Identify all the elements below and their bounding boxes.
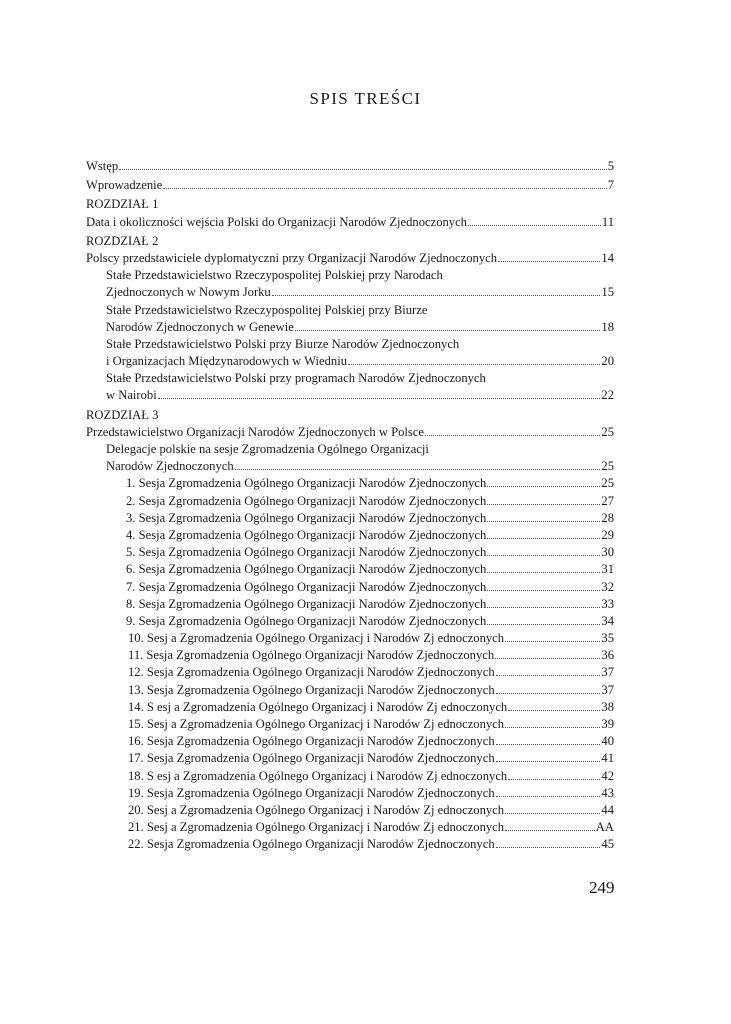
toc-page-number: 31 <box>601 562 614 577</box>
toc-page-number: 41 <box>601 751 614 766</box>
toc-entry-label: 10. Sesj a Zgromadzenia Ogólnego Organizacj i Narodów Zj ednoczonych <box>128 631 505 646</box>
session-entry <box>86 475 614 492</box>
toc-entry-label: 6. Sesja Zgromadzenia Ogólnego Organizacji Narodów Zjednoczonych <box>126 562 487 577</box>
toc-entry-label: 16. Sesja Zgromadzenia Ogólnego Organizacji Narodów Zjednoczonych <box>128 734 495 749</box>
dot-leader <box>487 538 600 539</box>
toc-entry-label: Narodów Zjednoczonych <box>106 459 234 474</box>
session-entry <box>86 596 614 613</box>
toc-subentry-line: Stałe Przedstawicielstwo Rzeczypospolitej Polskiej przy Biurze <box>106 302 428 317</box>
dot-leader <box>487 572 600 573</box>
dot-leader <box>163 188 606 189</box>
toc-entry-label: Wprowadzenie <box>86 178 163 193</box>
dot-leader <box>487 555 600 556</box>
session-entry <box>86 544 614 561</box>
dot-leader <box>235 469 601 470</box>
dot-leader <box>498 261 600 262</box>
toc-page-number: 14 <box>601 250 614 265</box>
page-title: SPIS TREŚCI <box>309 89 422 108</box>
dot-leader <box>508 710 600 711</box>
toc-page-number: 43 <box>601 785 614 800</box>
toc-entry-label: i Organizacjach Międzynarodowych w Wiedniu <box>106 354 348 369</box>
toc-entry-label: 2. Sesja Zgromadzenia Ogólnego Organizacji Narodów Zjednoczonych <box>126 493 487 508</box>
toc-page-number: 45 <box>601 837 614 852</box>
dot-leader <box>295 330 601 331</box>
toc-entry-label: 7. Sesja Zgromadzenia Ogólnego Organizacji Narodów Zjednoczonych <box>126 579 487 594</box>
session-entry <box>86 768 614 785</box>
toc-entry-label: 12. Sesja Zgromadzenia Ogólnego Organizacji Narodów Zjednoczonych <box>128 665 495 680</box>
toc-subentry-line: Stałe Przedstawicielstwo Rzeczypospolitej Polskiej przy Narodach <box>106 268 443 283</box>
dot-leader <box>505 830 595 831</box>
toc-entry-chapter-2 <box>86 250 614 267</box>
toc-page-number: 33 <box>601 596 614 611</box>
toc-entry-label: 22. Sesja Zgromadzenia Ogólnego Organizacji Narodów Zjednoczonych <box>128 837 495 852</box>
dot-leader <box>487 521 600 522</box>
toc-page-number: 30 <box>601 545 614 560</box>
dot-leader <box>487 504 600 505</box>
toc-entry-label: Przedstawicielstwo Organizacji Narodów Zjednoczonych w Polsce <box>86 424 424 439</box>
toc-entry-wprowadzenie <box>86 177 614 194</box>
toc-entry-label: 14. S esj a Zgromadzenia Ogólnego Organizacj i Narodów Zj ednoczonych <box>128 699 508 714</box>
session-entry <box>86 630 614 647</box>
toc-page-number: 39 <box>601 717 614 731</box>
toc-entry-label: Data i okoliczności wejścia Polski do Organizacji Narodów Zjednoczonych <box>86 214 467 229</box>
toc-page-number: 25 <box>601 459 614 474</box>
session-entry <box>86 682 614 699</box>
page-number: 249 <box>589 878 615 897</box>
toc-entry-label: 19. Sesja Zgromadzenia Ogólnego Organizacji Narodów Zjednoczonych <box>128 785 495 800</box>
dot-leader <box>487 486 600 487</box>
toc-page-number: 35 <box>601 631 614 646</box>
toc-entry-wstep <box>86 158 614 175</box>
session-entry <box>86 647 614 664</box>
toc-entry-label: Zjednoczonych w Nowym Jorku <box>106 285 271 300</box>
dot-leader <box>495 658 600 659</box>
dot-leader <box>496 761 601 762</box>
dot-leader <box>505 813 600 814</box>
toc-page-number: 37 <box>601 665 614 680</box>
session-entry <box>86 750 614 767</box>
toc-page-number: 40 <box>601 734 614 749</box>
toc-entry-label: 15. Sesj a Zgromadzenia Ogólnego Organizacj i Narodów Zj ednoczonych <box>128 717 505 731</box>
dot-leader <box>119 169 607 170</box>
session-entry <box>86 493 614 510</box>
toc-subentry <box>86 319 614 336</box>
dot-leader <box>496 675 601 676</box>
toc-page-number: AA <box>595 820 614 835</box>
session-entry <box>86 819 614 836</box>
toc-subentry-line: Stałe Przedstawicielstwo Polski przy Biurze Narodów Zjednoczonych <box>106 336 460 351</box>
toc-page-number: 29 <box>601 527 614 542</box>
dot-leader <box>508 779 600 780</box>
dot-leader <box>425 435 600 436</box>
dot-leader <box>496 744 601 745</box>
session-entry <box>86 664 614 681</box>
session-list <box>86 475 614 853</box>
session-entry <box>86 561 614 578</box>
toc-page-number: 42 <box>601 768 614 783</box>
toc-page-number: 44 <box>601 802 614 817</box>
toc-entry-chapter-1 <box>86 214 614 231</box>
toc-entry-label: 13. Sesja Zgromadzenia Ogólnego Organizacji Narodów Zjednoczonych <box>128 682 495 697</box>
toc-page-number: 28 <box>601 510 614 525</box>
toc-page-number: 20 <box>601 354 614 369</box>
dot-leader <box>505 641 600 642</box>
toc-page-number: 27 <box>601 493 614 508</box>
session-entry <box>86 613 614 630</box>
toc-entry-label: 3. Sesja Zgromadzenia Ogólnego Organizacji Narodów Zjednoczonych <box>126 510 487 525</box>
toc-page-number: 32 <box>601 579 614 594</box>
session-entry <box>86 716 614 733</box>
toc-entry-label: Narodów Zjednoczonych w Genewie <box>106 319 294 334</box>
toc-entry-label: Wstęp <box>86 159 119 173</box>
toc-page-number: 25 <box>601 476 614 491</box>
toc-subentry-line: Delegacje polskie na sesje Zgromadzenia Ogólnego Organizacji <box>106 442 429 456</box>
chapter-2-subsections <box>86 267 614 405</box>
toc-subentry <box>86 458 614 475</box>
dot-leader <box>468 225 601 226</box>
toc-entry-label: 9. Sesja Zgromadzenia Ogólnego Organizacji Narodów Zjednoczonych <box>126 613 487 628</box>
toc-page-number: 7 <box>607 178 614 193</box>
toc-page-number: 11 <box>601 214 614 229</box>
toc-entry-label: 21. Sesj a Zgromadzenia Ogólnego Organizacj i Narodów Zj ednoczonych <box>128 820 505 835</box>
dot-leader <box>487 590 600 591</box>
session-entry <box>86 785 614 802</box>
toc-entry-label: 17. Sesja Zgromadzenia Ogólnego Organizacji Narodów Zjednoczonych <box>128 751 495 766</box>
toc-subentry-line: Stałe Przedstawicielstwo Polski przy programach Narodów Zjednoczonych <box>106 371 486 386</box>
toc-page-number: 38 <box>601 699 614 714</box>
toc-page-number: 34 <box>601 613 614 628</box>
chapter-heading-2: ROZDZIAŁ 2 <box>86 233 159 248</box>
dot-leader <box>272 295 601 296</box>
chapter-heading-1: ROZDZIAŁ 1 <box>86 197 159 212</box>
toc-entry-label: w Nairobi <box>106 388 157 403</box>
toc-subentry <box>86 387 614 404</box>
toc-entry-label: 11. Sesja Zgromadzenia Ogólnego Organizacji Narodów Zjednoczonych <box>128 648 495 663</box>
dot-leader <box>158 398 601 399</box>
session-entry <box>86 527 614 544</box>
session-entry <box>86 802 614 819</box>
toc-page-number: 37 <box>601 682 614 697</box>
toc-subentry <box>86 284 614 301</box>
table-of-contents <box>86 158 614 854</box>
session-entry <box>86 733 614 750</box>
toc-subentry <box>86 353 614 370</box>
session-entry <box>86 699 614 716</box>
toc-page-number: 25 <box>601 424 614 439</box>
dot-leader <box>348 364 600 365</box>
toc-page-number: 15 <box>601 285 614 300</box>
dot-leader <box>487 607 600 608</box>
toc-entry-label: 5. Sesja Zgromadzenia Ogólnego Organizacji Narodów Zjednoczonych <box>126 545 487 560</box>
toc-entry-label: 4. Sesja Zgromadzenia Ogólnego Organizacji Narodów Zjednoczonych <box>126 527 487 542</box>
toc-page-number: 22 <box>601 388 614 403</box>
toc-entry-label: 8. Sesja Zgromadzenia Ogólnego Organizacji Narodów Zjednoczonych <box>126 596 487 611</box>
session-entry <box>86 579 614 596</box>
toc-entry-label: 18. S esj a Zgromadzenia Ogólnego Organizacj i Narodów Zj ednoczonych <box>128 768 508 783</box>
toc-entry-chapter-3 <box>86 424 614 441</box>
dot-leader <box>487 624 600 625</box>
dot-leader <box>496 693 601 694</box>
toc-entry-label: Polscy przedstawiciele dyplomatyczni przy Organizacji Narodów Zjednoczonych <box>86 250 498 265</box>
dot-leader <box>496 847 601 848</box>
toc-entry-label: 1. Sesja Zgromadzenia Ogólnego Organizacji Narodów Zjednoczonych <box>126 476 487 491</box>
dot-leader <box>496 796 601 797</box>
toc-entry-label: 20. Sesj a Zgromadzenia Ogólnego Organizacj i Narodów Zj ednoczonych <box>128 802 505 817</box>
session-entry <box>86 836 614 853</box>
session-entry <box>86 510 614 527</box>
dot-leader <box>505 727 600 728</box>
toc-page-number: 18 <box>601 319 614 334</box>
chapter-heading-3: ROZDZIAŁ 3 <box>86 407 159 422</box>
toc-page-number: 5 <box>607 159 614 173</box>
toc-page-number: 36 <box>601 648 614 663</box>
